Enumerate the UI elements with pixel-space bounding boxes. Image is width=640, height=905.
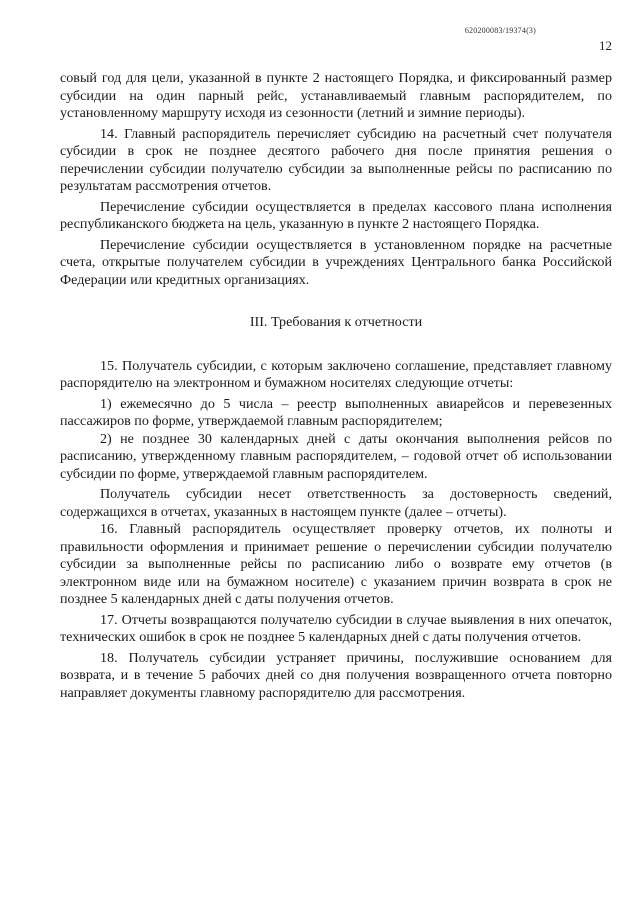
- paragraph-continuation: совый год для цели, указанной в пункте 2 настоящего Порядка, и фиксированный размер субсидии на один парный рейс, устанавливаемый главным распорядителем, по установленному маршруту исходя из сезонности (летний и зимние периоды).: [60, 70, 612, 121]
- paragraph-16: 16. Главный распорядитель осуществляет проверку отчетов, их полноты и правильности оформления и принимает решение о перечислении субсидии получателю субсидии за выполненные рейсы по расписанию либо о возврате ему отчетов (в электронном виде или на бумажном носителе) с указанием причин возврата в срок не позднее 5 календарных дней с даты получения отчетов.: [60, 521, 612, 607]
- document-id: 620200083/19374(3): [464, 26, 536, 35]
- paragraph-17: 17. Отчеты возвращаются получателю субсидии в случае выявления в них опечаток, технических ошибок в срок не позднее 5 календарных дней с даты получения отчетов.: [60, 611, 612, 645]
- document-body: [60, 70, 612, 702]
- paragraph-responsibility: Получатель субсидии несет ответственность за достоверность сведений, содержащихся в отчетах, указанных в настоящем пункте (далее – отчеты).: [60, 486, 612, 520]
- paragraph-transfer-plan: Перечисление субсидии осуществляется в пределах кассового плана исполнения республиканского бюджета на цель, указанную в пункте 2 настоящего Порядка.: [60, 198, 612, 232]
- paragraph-14: 14. Главный распорядитель перечисляет субсидию на расчетный счет получателя субсидии в срок не позднее десятого рабочего дня после принятия решения о перечислении субсидии получателю субсидии за выполненные рейсы по расписанию по результатам рассмотрения отчетов.: [60, 125, 612, 194]
- paragraph-15-item-2: 2) не позднее 30 календарных дней с даты окончания выполнения рейсов по расписанию, утвержденному главным распорядителем, – годовой отчет об использовании субсидии по форме, утверждаемой главным распорядителем.: [60, 430, 612, 482]
- paragraph-transfer-accounts: Перечисление субсидии осуществляется в установленном порядке на расчетные счета, открытые получателем субсидии в учреждениях Центрального банка Российской Федерации или кредитных организациях.: [60, 236, 612, 288]
- paragraph-15-item-1: 1) ежемесячно до 5 числа – реестр выполненных авиарейсов и перевезенных пассажиров по форме, утверждаемой главным распорядителем;: [60, 395, 612, 429]
- paragraph-15: 15. Получатель субсидии, с которым заключено соглашение, представляет главному распорядителю на электронном и бумажном носителях следующие отчеты:: [60, 357, 612, 391]
- page-number: 12: [599, 38, 612, 53]
- section-heading: III. Требования к отчетности: [249, 314, 423, 330]
- paragraph-18: 18. Получатель субсидии устраняет причины, послужившие основанием для возврата, и в течение 5 рабочих дней со дня получения возвращенного отчета повторно направляет документы главному распорядителю для рассмотрения.: [60, 649, 612, 701]
